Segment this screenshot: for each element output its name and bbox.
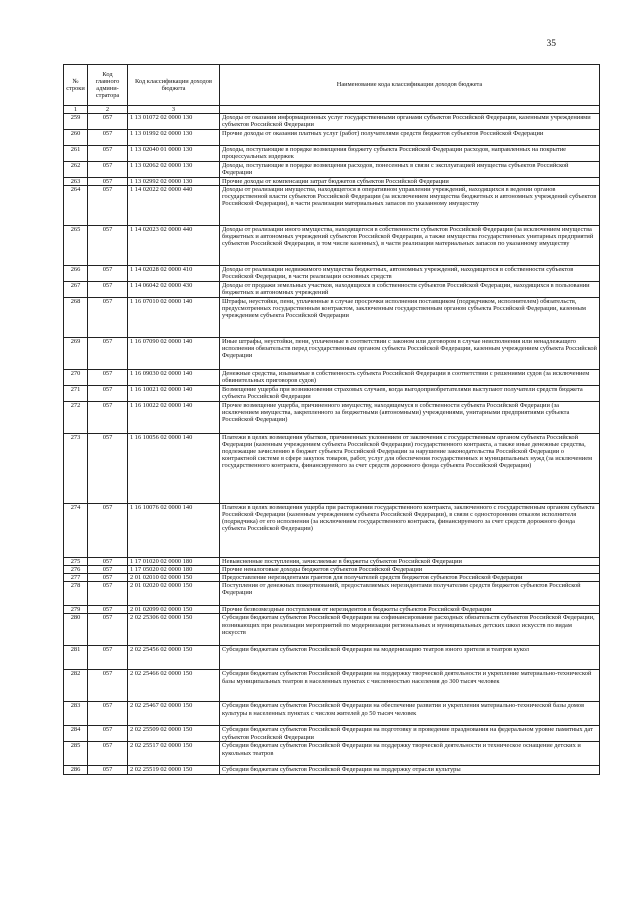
row-number: 279 [64,606,88,614]
row-number: 266 [64,266,88,282]
row-number: 285 [64,742,88,766]
code-name: Доходы от реализации иного имущества, находящегося в собственности субъектов Российской Федерации (за исключением имущества бюджетных и автономных учреждений субъектов Российской Федерации, а также имущества государственных унитарных предприятий субъектов Российской Федерации, в том числе казенных), в части реализации материальных запасов по указанному имуществу [220,226,600,266]
table-row [64,670,600,702]
classification-code: 1 16 10022 02 0000 140 [128,402,220,434]
column-number-row [64,106,600,114]
table-header-row [64,65,600,106]
table-row [64,130,600,146]
row-number: 260 [64,130,88,146]
classification-code: 1 16 09030 02 0000 140 [128,370,220,386]
code-name: Прочие доходы от оказания платных услуг (работ) получателями средств бюджетов субъектов Российской Федерации [220,130,600,146]
row-number: 262 [64,162,88,178]
admin-code: 057 [88,338,128,370]
admin-code: 057 [88,370,128,386]
column-number: 3 [128,106,220,114]
code-name: Платежи в целях возмещения ущерба при расторжении государственного контракта, заключенного с государственным органом субъекта Российской Федерации (казенным учреждением субъекта Российской Федерации), в связи с односторонним отказом исполнителя (подрядчика) от его исполнения (за исключением государственного контракта, финансируемого за счет средств дорожного фонда субъекта Российской Федерации) [220,504,600,558]
table-row [64,266,600,282]
code-name: Платежи в целях возмещения убытков, причиненных уклонением от заключения с государственным органом субъекта Российской Федерации (казенным учреждением субъекта Российской Федерации) государственного контракта, а также иные денежные средства, подлежащие зачислению в бюджет субъекта Российской Федерации за нарушение законодательства Российской Федерации о контрактной системе в сфере закупок товаров, работ, услуг для обеспечения государственных и муниципальных нужд (за исключением государственного контракта, финансируемого за счет средств дорожного фонда субъекта Российской Федерации) [220,434,600,504]
header-row-number: № строки [64,65,88,106]
header-admin-code: Код главного админи-стратора [88,65,128,106]
classification-code: 2 02 25467 02 0000 150 [128,702,220,726]
code-name: Субсидии бюджетам субъектов Российской Федерации на поддержку творческой деятельности и укрепление материально-технической базы муниципальных театров в населенных пунктах с численностью населения до 300 тысяч человек [220,670,600,702]
table-row [64,226,600,266]
page-number: 35 [546,39,556,49]
header-code-name: Наименование кода классификации доходов бюджета [220,65,600,106]
classification-code: 1 13 02992 02 0000 130 [128,178,220,186]
row-number: 277 [64,574,88,582]
classification-code: 1 16 07090 02 0000 140 [128,338,220,370]
admin-code: 057 [88,146,128,162]
admin-code: 057 [88,574,128,582]
admin-code: 057 [88,606,128,614]
row-number: 271 [64,386,88,402]
table-row [64,742,600,766]
admin-code: 057 [88,702,128,726]
code-name: Денежные средства, изымаемые в собственность субъекта Российской Федерации в соответствии с решениями судов (за исключением обвинительных приговоров судов) [220,370,600,386]
table-row [64,574,600,582]
classification-code: 1 13 01072 02 0000 130 [128,114,220,130]
classification-code: 2 02 25456 02 0000 150 [128,646,220,670]
admin-code: 057 [88,582,128,606]
row-number: 283 [64,702,88,726]
table-row [64,434,600,504]
admin-code: 057 [88,162,128,178]
table-row [64,146,600,162]
admin-code: 057 [88,614,128,646]
table-row [64,582,600,606]
table-body [64,114,600,775]
admin-code: 057 [88,266,128,282]
table-row [64,298,600,338]
table-row [64,282,600,298]
table-row [64,646,600,670]
classification-code: 2 02 25519 02 0000 150 [128,766,220,774]
admin-code: 057 [88,114,128,130]
classification-code: 1 17 05020 02 0000 180 [128,566,220,574]
table-row [64,114,600,130]
admin-code: 057 [88,386,128,402]
classification-code: 1 17 01020 02 0000 180 [128,558,220,566]
row-number: 270 [64,370,88,386]
classification-code: 1 13 02040 01 0000 130 [128,146,220,162]
column-number: 1 [64,106,88,114]
revenue-classification-table [63,64,600,775]
row-number: 286 [64,766,88,774]
row-number: 267 [64,282,88,298]
row-number: 274 [64,504,88,558]
classification-code: 2 02 25509 02 0000 150 [128,726,220,742]
code-name: Доходы от реализации имущества, находящегося в оперативном управлении учреждений, находящихся в ведении органов государственной власти субъектов Российской Федерации (за исключением имущества бюджетных и автономных учреждений субъектов Российской Федерации), в части реализации материальных запасов по указанному имуществу [220,186,600,226]
admin-code: 057 [88,670,128,702]
admin-code: 057 [88,298,128,338]
code-name: Доходы, поступающие в порядке возмещения бюджету субъекта Российской Федерации расходов, направленных на покрытие процессуальных издержек [220,146,600,162]
code-name: Предоставление нерезидентами грантов для получателей средств бюджетов субъектов Российской Федерации [220,574,600,582]
admin-code: 057 [88,186,128,226]
classification-code: 1 16 10076 02 0000 140 [128,504,220,558]
row-number: 281 [64,646,88,670]
classification-code: 2 01 02099 02 0000 150 [128,606,220,614]
classification-code: 1 13 01992 02 0000 130 [128,130,220,146]
code-name: Поступления от денежных пожертвований, предоставляемых нерезидентами получателям средств бюджетов субъектов Российской Федерации [220,582,600,606]
code-name: Доходы от оказания информационных услуг государственными органами субъектов Российской Федерации, казенными учреждениями субъектов Российской Федерации [220,114,600,130]
classification-code: 1 14 02022 02 0000 440 [128,186,220,226]
classification-code: 1 13 02062 02 0000 130 [128,162,220,178]
code-name: Субсидии бюджетам субъектов Российской Федерации на подготовку и проведение празднования на федеральном уровне памятных дат субъектов Российской Федерации [220,726,600,742]
classification-code: 2 01 02010 02 0000 150 [128,574,220,582]
table-row [64,558,600,566]
code-name: Субсидии бюджетам субъектов Российской Федерации на поддержку отрасли культуры [220,766,600,774]
row-number: 275 [64,558,88,566]
classification-code: 2 02 25466 02 0000 150 [128,670,220,702]
table-row [64,178,600,186]
admin-code: 057 [88,402,128,434]
row-number: 259 [64,114,88,130]
header-classification-code: Код классификации доходов бюджета [128,65,220,106]
admin-code: 057 [88,726,128,742]
table-row [64,370,600,386]
table-row [64,566,600,574]
table-row [64,606,600,614]
admin-code: 057 [88,434,128,504]
row-number: 261 [64,146,88,162]
code-name: Прочее возмещение ущерба, причиненного имуществу, находящемуся в собственности субъекта Российской Федерации (за исключением имущества, закрепленного за бюджетными (автономными) учреждениями, унитарными предприятиями субъекта Российской Федерации) [220,402,600,434]
table-row [64,402,600,434]
code-name: Иные штрафы, неустойки, пени, уплаченные в соответствии с законом или договором в случае неисполнения или ненадлежащего исполнения обязательств перед государственным органом субъекта Российской Федерации, казенным учреждением субъекта Российской Федерации [220,338,600,370]
code-name: Возмещение ущерба при возникновении страховых случаев, когда выгодоприобретателями выступают получатели средств бюджета субъекта Российской Федерации [220,386,600,402]
table-row [64,162,600,178]
row-number: 282 [64,670,88,702]
row-number: 268 [64,298,88,338]
code-name: Доходы от продажи земельных участков, находящихся в собственности субъектов Российской Федерации, находящихся в пользовании бюджетных и автономных учреждений [220,282,600,298]
classification-code: 1 16 10056 02 0000 140 [128,434,220,504]
code-name: Невыясненные поступления, зачисляемые в бюджеты субъектов Российской Федерации [220,558,600,566]
classification-code: 1 14 02023 02 0000 440 [128,226,220,266]
admin-code: 057 [88,566,128,574]
classification-code: 2 02 25517 02 0000 150 [128,742,220,766]
row-number: 280 [64,614,88,646]
code-name: Субсидии бюджетам субъектов Российской Федерации на обеспечение развития и укрепления материально-технической базы домов культуры в населенных пунктах с числом жителей до 50 тысяч человек [220,702,600,726]
column-number [220,106,600,114]
classification-code: 2 01 02020 02 0000 150 [128,582,220,606]
row-number: 284 [64,726,88,742]
table-row [64,766,600,774]
table-row [64,504,600,558]
row-number: 278 [64,582,88,606]
row-number: 273 [64,434,88,504]
classification-code: 1 14 02028 02 0000 410 [128,266,220,282]
table-row [64,614,600,646]
classification-code: 1 16 07010 02 0000 140 [128,298,220,338]
code-name: Субсидии бюджетам субъектов Российской Федерации на софинансирование расходных обязательств субъектов Российской Федерации, возникающих при реализации мероприятий по модернизации региональных и муниципальных детских школ искусств по видам искусств [220,614,600,646]
column-number: 2 [88,106,128,114]
row-number: 263 [64,178,88,186]
admin-code: 057 [88,766,128,774]
admin-code: 057 [88,504,128,558]
code-name: Штрафы, неустойки, пени, уплаченные в случае просрочки исполнения поставщиком (подрядчиком, исполнителем) обязательств, предусмотренных государственным контрактом, заключенным государственным органом субъекта Российской Федерации, казенным учреждением субъекта Российской Федерации [220,298,600,338]
admin-code: 057 [88,178,128,186]
admin-code: 057 [88,558,128,566]
code-name: Прочие доходы от компенсации затрат бюджетов субъектов Российской Федерации [220,178,600,186]
code-name: Доходы от реализации недвижимого имущества бюджетных, автономных учреждений, находящегося в собственности субъектов Российской Федерации, в части реализации основных средств [220,266,600,282]
admin-code: 057 [88,226,128,266]
table-row [64,386,600,402]
code-name: Прочие неналоговые доходы бюджетов субъектов Российской Федерации [220,566,600,574]
row-number: 264 [64,186,88,226]
code-name: Субсидии бюджетам субъектов Российской Федерации на модернизацию театров юного зрителя и театров кукол [220,646,600,670]
table-row [64,726,600,742]
admin-code: 057 [88,130,128,146]
classification-code: 1 14 06042 02 0000 430 [128,282,220,298]
classification-code: 2 02 25306 02 0000 150 [128,614,220,646]
row-number: 272 [64,402,88,434]
code-name: Доходы, поступающие в порядке возмещения расходов, понесенных в связи с эксплуатацией имущества субъектов Российской Федерации [220,162,600,178]
row-number: 276 [64,566,88,574]
row-number: 265 [64,226,88,266]
table-row [64,186,600,226]
table-row [64,702,600,726]
row-number: 269 [64,338,88,370]
code-name: Прочие безвозмездные поступления от нерезидентов в бюджеты субъектов Российской Федерации [220,606,600,614]
admin-code: 057 [88,646,128,670]
code-name: Субсидии бюджетам субъектов Российской Федерации на поддержку творческой деятельности и техническое оснащение детских и кукольных театров [220,742,600,766]
classification-code: 1 16 10021 02 0000 140 [128,386,220,402]
admin-code: 057 [88,282,128,298]
admin-code: 057 [88,742,128,766]
table-row [64,338,600,370]
